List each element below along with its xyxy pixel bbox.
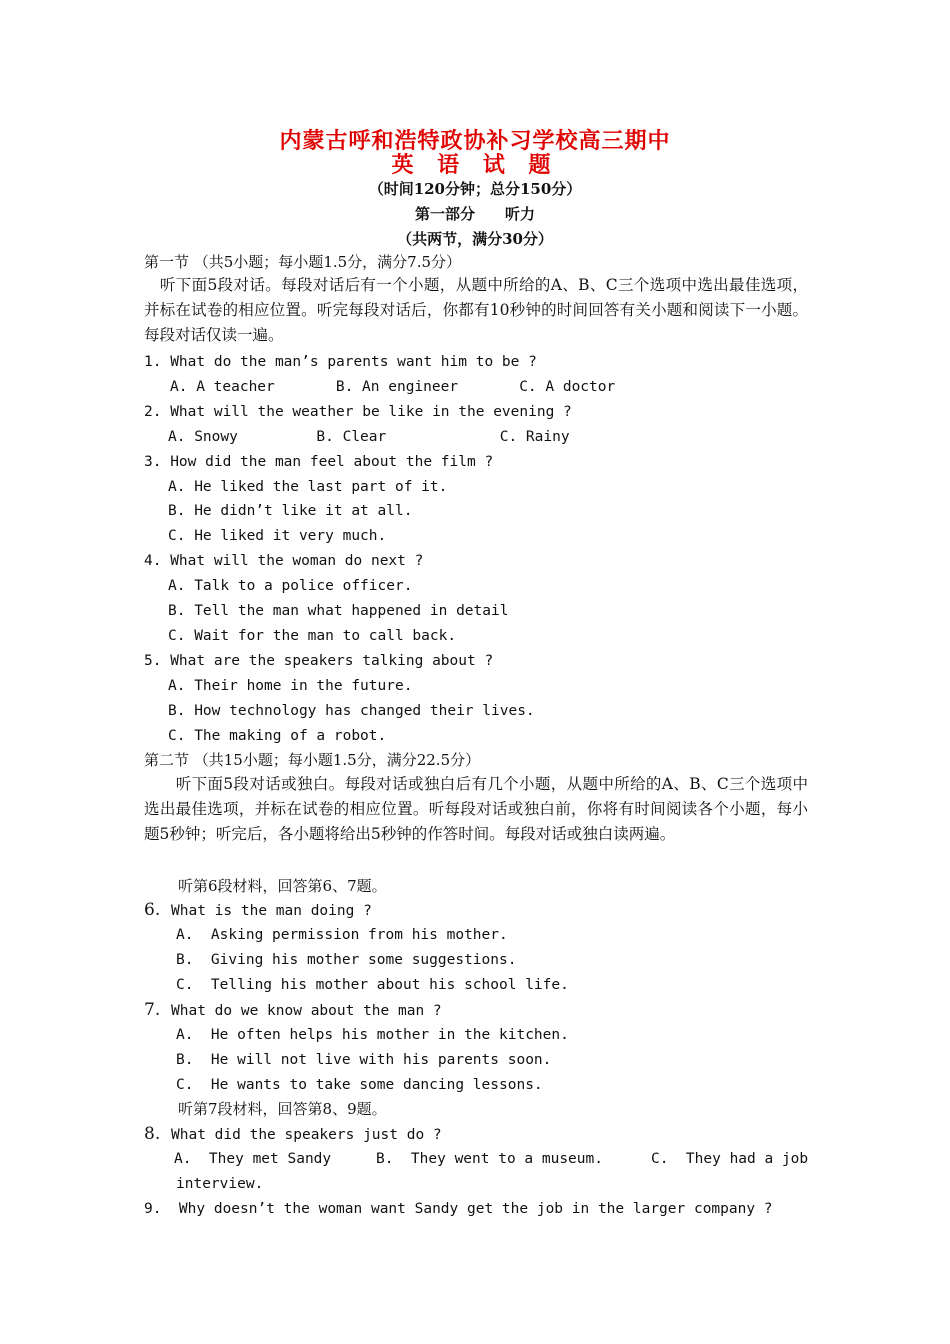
question-3: 3. How did the man feel about the film ? bbox=[144, 454, 494, 470]
question-7-option-b: B. He will not live with his parents soon. bbox=[176, 1052, 552, 1068]
question-6-option-a: A. Asking permission from his mother. bbox=[176, 927, 508, 943]
question-4-option-b: B. Tell the man what happened in detail bbox=[168, 603, 509, 619]
question-8-option-c-continued: interview. bbox=[176, 1176, 264, 1192]
question-4: 4. What will the woman do next ? bbox=[144, 553, 424, 569]
section2-instruction: 听下面5段对话或独白。每段对话或独白后有几个小题，从题中所给的A、B、C三个选项中选出最佳选项，并标在试卷的相应位置。听每段对话或独白前，你将有时间阅读各个小题，每小题5秒钟；听完后，各小题将给出5秒钟的作答时间。每段对话或独白读两遍。 bbox=[144, 775, 808, 843]
question-7 bbox=[144, 1000, 442, 1021]
part-title: 第一部分 听力 bbox=[414, 205, 535, 223]
question-3-option-a: A. He liked the last part of it. bbox=[168, 479, 448, 495]
question-8-number: 8. bbox=[144, 1124, 161, 1144]
subject-title: 英 语 试 题 bbox=[391, 152, 559, 178]
question-3-option-b: B. He didn’t like it at all. bbox=[168, 503, 413, 519]
question-8-option-c: C. They had a job bbox=[651, 1151, 809, 1167]
question-8-option-a: A. They met Sandy bbox=[174, 1151, 332, 1167]
question-4-option-c: C. Wait for the man to call back. bbox=[168, 628, 457, 644]
section1-instruction: 听下面5段对话。每段对话后有一个小题，从题中所给的A、B、C三个选项中选出最佳选项，并标在试卷的相应位置。听完每段对话后，你都有10秒钟的时间回答有关小题和阅读下一小题。每段对话仅读一遍。 bbox=[144, 276, 808, 344]
question-8 bbox=[144, 1124, 442, 1145]
question-7-option-c: C. He wants to take some dancing lessons. bbox=[176, 1077, 543, 1093]
question-2-options: A. Snowy B. Clear C. Rainy bbox=[168, 429, 570, 445]
question-3-option-c: C. He liked it very much. bbox=[168, 528, 387, 544]
question-2: 2. What will the weather be like in the evening ? bbox=[144, 404, 572, 420]
question-9: 9. Why doesn’t the woman want Sandy get the job in the larger company ? bbox=[144, 1201, 773, 1217]
section1-heading: 第一节 （共5小题；每小题1.5分，满分7.5分） bbox=[144, 253, 462, 271]
question-1: 1. What do the man’s parents want him to be ? bbox=[144, 354, 537, 370]
question-5-option-c: C. The making of a robot. bbox=[168, 728, 387, 744]
question-7-option-a: A. He often helps his mother in the kitchen. bbox=[176, 1027, 569, 1043]
time-info: （时间120分钟；总分150分） bbox=[368, 180, 582, 198]
question-5-option-a: A. Their home in the future. bbox=[168, 678, 413, 694]
question-6-option-b: B. Giving his mother some suggestions. bbox=[176, 952, 517, 968]
question-8-text: What did the speakers just do ? bbox=[171, 1127, 442, 1143]
school-title: 内蒙古呼和浩特政协补习学校高三期中 bbox=[279, 128, 671, 154]
question-6-option-c: C. Telling his mother about his school life. bbox=[176, 977, 569, 993]
material-7-note: 听第7段材料，回答第8、9题。 bbox=[178, 1100, 387, 1118]
question-7-number: 7. bbox=[144, 1000, 161, 1020]
question-4-option-a: A. Talk to a police officer. bbox=[168, 578, 413, 594]
question-5-option-b: B. How technology has changed their lives. bbox=[168, 703, 535, 719]
part-info: （共两节，满分30分） bbox=[397, 230, 553, 248]
question-1-options: A. A teacher B. An engineer C. A doctor bbox=[170, 379, 616, 395]
question-6-text: What is the man doing ? bbox=[171, 903, 372, 919]
question-6-number: 6. bbox=[144, 900, 161, 920]
section2-heading: 第二节 （共15小题；每小题1.5分，满分22.5分） bbox=[144, 751, 481, 769]
question-8-option-b: B. They went to a museum. bbox=[376, 1151, 603, 1167]
question-6 bbox=[144, 900, 372, 921]
material-6-note: 听第6段材料，回答第6、7题。 bbox=[178, 877, 387, 895]
question-7-text: What do we know about the man ? bbox=[171, 1003, 442, 1019]
question-5: 5. What are the speakers talking about ? bbox=[144, 653, 494, 669]
